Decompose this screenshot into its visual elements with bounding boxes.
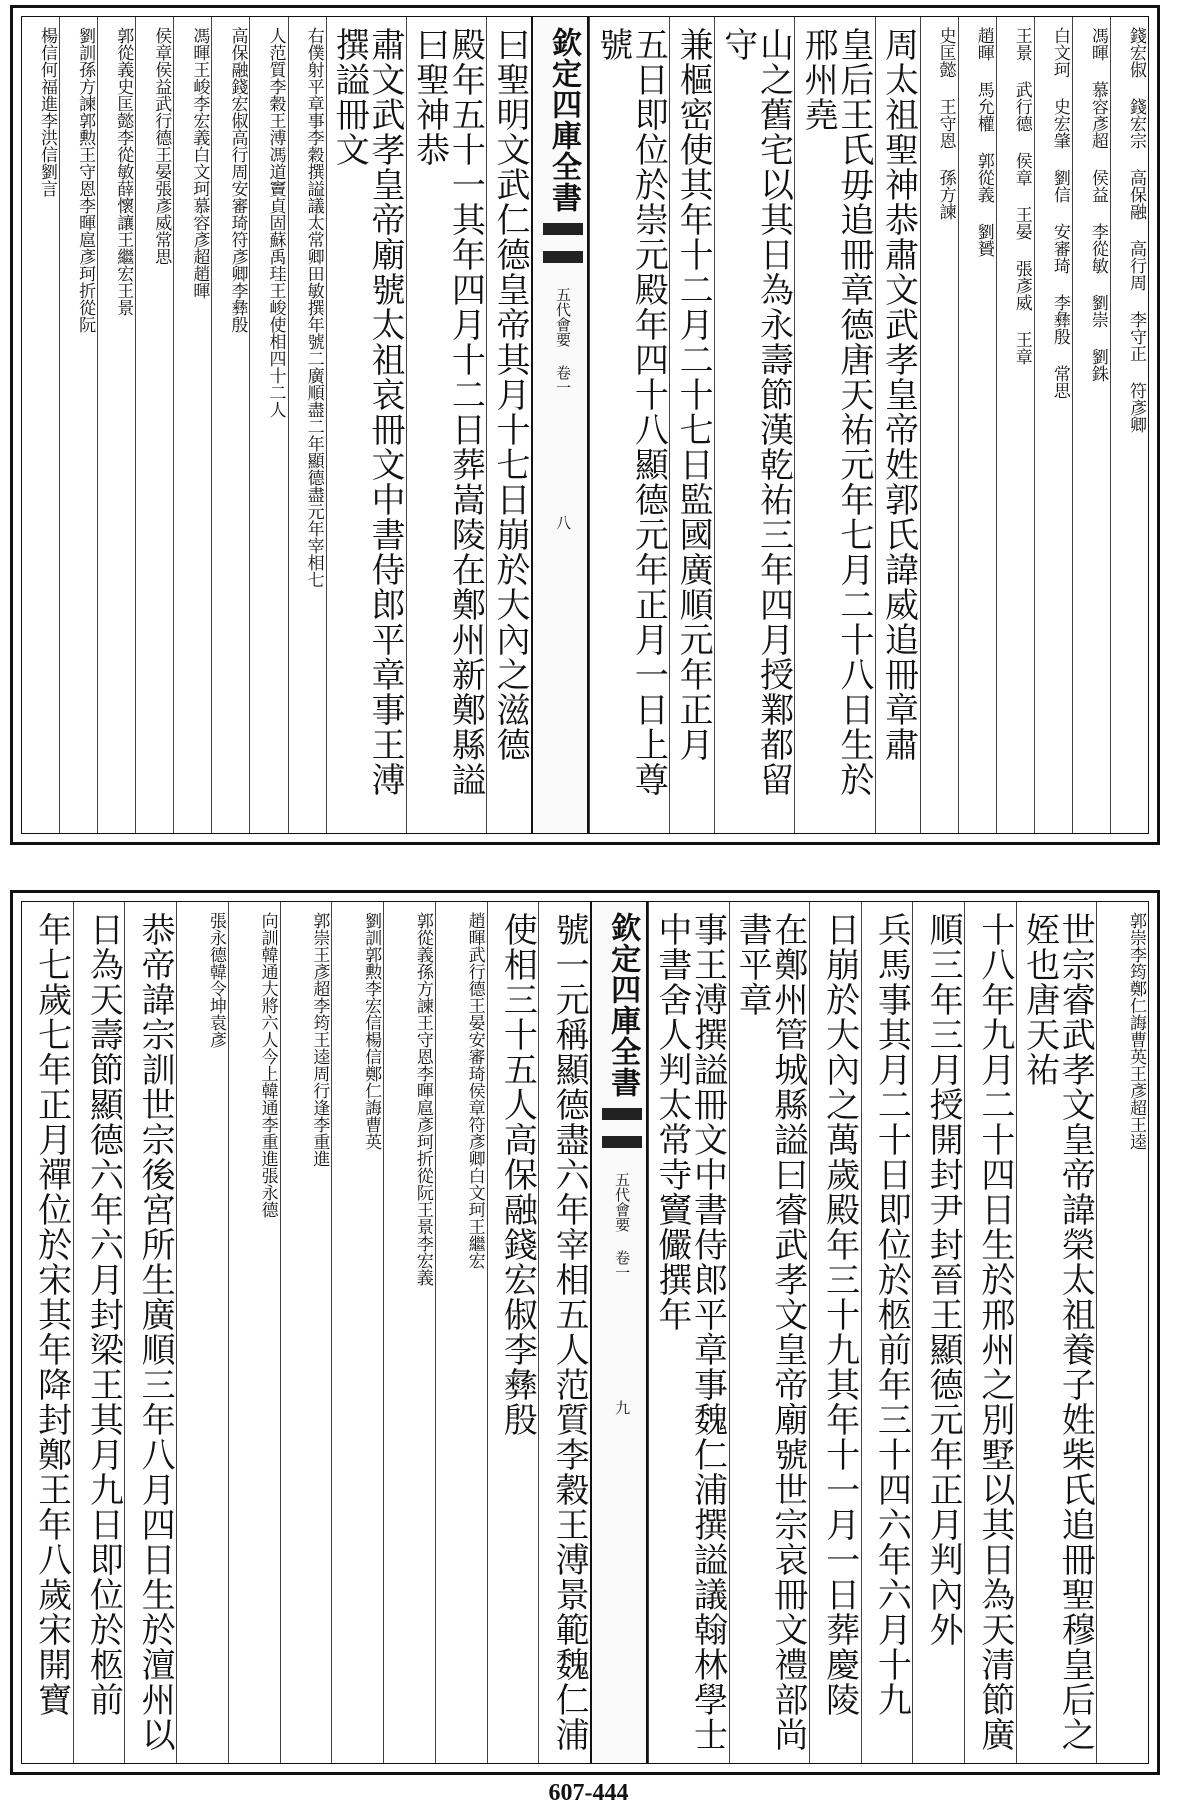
bottom-text-columns [21,901,1149,1764]
annotation-column: 侯章侯益武行德王晏張彥威常思 [135,17,173,833]
annotation-column: 郭從義史匡懿李從敏薛懷讓王繼宏王景 [97,17,135,833]
text-column: 五日即位於崇元殿年四十八顯德元年正月一日上尊號 [589,17,669,833]
text-column: 十八年九月二十四日生於邢州之別墅以其日為天清節廣 [964,902,1016,1763]
text-column: 山之舊宅以其日為永壽節漢乾祐三年四月授鄴都留守 [714,17,794,833]
text-column: 使相三十五人高保融錢宏俶李彝殷 [487,902,539,1763]
annotation-column: 劉訓孫方諫郭勲王守恩李暉扈彥珂折從阮 [59,17,97,833]
page-number: 607-444 [548,1780,629,1806]
text-column: 肅文武孝皇帝廟號太祖哀冊文中書侍郎平章事王溥撰謚冊文 [326,17,406,833]
annotation-column: 高保融錢宏俶高行周安審琦符彥卿李彝殷 [211,17,249,833]
annotation-column: 楊信何福進李洪信劉言 [37,27,58,197]
center-fold-column [531,17,589,833]
annotation-column: 向訓韓通大將六人今上韓通李重進張永德 [228,902,280,1763]
running-title: 五代會要 卷一 [554,287,573,395]
text-column: 號一元稱顯德盡六年宰相五人范質李穀王溥景範魏仁浦 [538,902,590,1763]
text-column: 殿年五十一其年四月十二日葬嵩陵在鄭州新鄭縣謚曰聖神恭 [406,17,486,833]
annotation-column: 趙暉武行德王晏安審琦侯章符彥卿白文珂王繼宏 [435,902,487,1763]
bottom-page [10,890,1160,1775]
text-column: 曰聖明文武仁德皇帝其月十七日崩於大內之滋德 [486,17,531,833]
annotation-column: 人范質李穀王溥馮道竇貞固蘇禹珪王峻使相四十二人 [249,17,287,833]
annotation-column: 劉訓郭勲李宏信楊信鄭仁誨曹英 [331,902,383,1763]
book-title: 欽定四庫全書 [546,27,582,213]
annotation-column: 趙暉 馬允權 郭從義 劉贇 [958,17,996,833]
book-title: 欽定四庫全書 [605,912,641,1098]
annotation-column: 史匡懿 王守恩 孫方諫 [920,17,958,833]
text-column: 兵馬事其月二十日即位於柩前年三十四六年六月十九 [861,902,913,1763]
top-text-columns [21,16,1149,834]
annotation-column: 郭從義孫方諫王守恩李暉扈彥珂折從阮王景李宏義 [383,902,435,1763]
text-column: 順三年三月授開封尹封晉王顯德元年正月判內外 [912,902,964,1763]
annotation-column: 王景 武行德 侯章 王晏 張彥威 王章 [996,17,1034,833]
fishtail-icon [602,1108,642,1148]
text-column: 日為天壽節顯德六年六月封梁王其月九日即位於柩前 [73,902,125,1763]
annotation-column: 錢宏俶 錢宏宗 高保融 高行周 李守正 符彥卿 [1110,17,1148,833]
running-title: 五代會要 卷一 [613,1172,632,1280]
text-column: 在鄭州管城縣謚曰睿武孝文皇帝廟號世宗哀冊文禮部尚書平章 [729,902,809,1763]
annotation-column: 郭崇王彥超李筠王逵周行逢李重進 [280,902,332,1763]
top-page [10,5,1160,845]
fishtail-icon [543,223,583,263]
text-column: 世宗睿武孝文皇帝諱榮太祖養子姓柴氏追冊聖穆皇后之姪也唐天祐 [1016,902,1096,1763]
text-column: 恭帝諱宗訓世宗後宮所生廣順三年八月四日生於澶州以 [124,902,176,1763]
text-column: 周太祖聖神恭肅文武孝皇帝姓郭氏諱威追冊章肅 [875,17,920,833]
annotation-column: 郭崇李筠鄭仁誨曹英王彥超王逵 [1096,902,1148,1763]
text-column: 事王溥撰謚冊文中書侍郎平章事魏仁浦撰謚議翰林學士中書舍人判太常寺竇儼撰年 [648,902,728,1763]
folio-number: 八 [554,515,573,530]
text-column: 皇后王氏毋追冊章德唐天祐元年七月二十八日生於邢州堯 [794,17,874,833]
text-column: 年七歲七年正月禪位於宋其年降封鄭王年八歲宋開寶 [31,912,72,1717]
annotation-column: 張永德韓令坤袁彥 [176,902,228,1763]
text-column: 日崩於大內之萬歲殿年三十九其年十一月一日葬慶陵 [809,902,861,1763]
annotation-column: 白文珂 史宏肇 劉信 安審琦 李彝殷 常思 [1034,17,1072,833]
annotation-column: 馮暉 慕容彥超 侯益 李從敏 劉崇 劉銖 [1072,17,1110,833]
text-column: 兼樞密使其年十二月二十七日監國廣順元年正月 [669,17,714,833]
folio-number: 九 [613,1400,632,1415]
annotation-column: 右僕射平章事李穀撰謚議太常卿田敏撰年號二廣順盡二年顯德盡元年宰相七 [288,17,326,833]
annotation-column: 馮暉王峻李宏義白文珂慕容彥超趙暉 [173,17,211,833]
center-fold-column [590,902,648,1763]
